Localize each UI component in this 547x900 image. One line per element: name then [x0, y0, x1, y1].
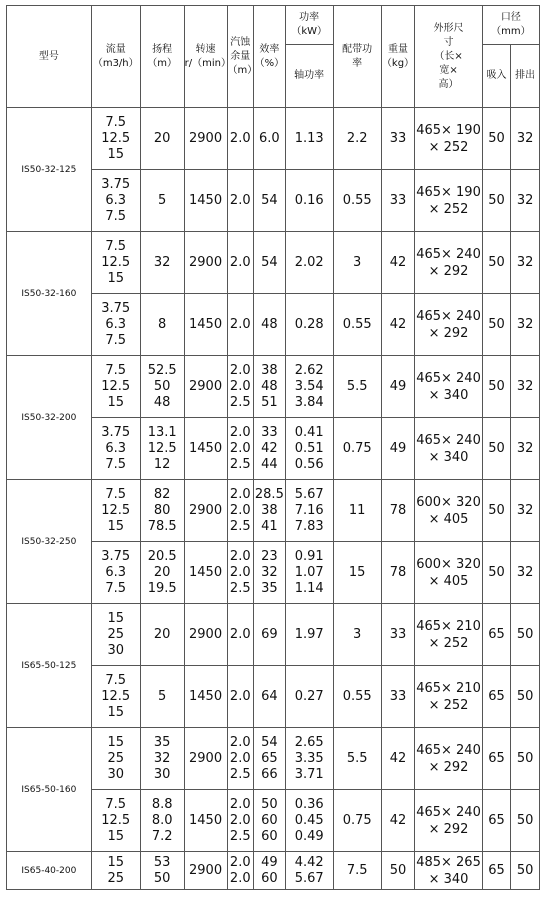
header-model: 型号	[7, 6, 92, 108]
speed-cell: 2900	[184, 728, 227, 790]
efficiency-cell: 64	[254, 666, 286, 728]
motor-power-cell: 0.75	[333, 790, 381, 852]
dimensions-cell: 465× 210 × 252	[415, 666, 482, 728]
flow-cell: 15 25 30	[91, 604, 140, 666]
efficiency-cell: 49 60	[254, 852, 286, 890]
weight-cell: 33	[381, 666, 415, 728]
npsh-cell: 2.0	[227, 108, 254, 170]
efficiency-cell: 69	[254, 604, 286, 666]
head-cell: 5	[140, 170, 184, 232]
speed-cell: 1450	[184, 542, 227, 604]
dimensions-cell: 465× 240 × 292	[415, 294, 482, 356]
efficiency-cell: 28.5 38 41	[254, 480, 286, 542]
npsh-cell: 2.0	[227, 666, 254, 728]
flow-cell: 3.75 6.3 7.5	[91, 542, 140, 604]
head-cell: 32	[140, 232, 184, 294]
model-cell: IS65-50-160	[7, 728, 92, 852]
discharge-cell: 50	[511, 852, 540, 890]
npsh-cell: 2.0	[227, 232, 254, 294]
model-cell: IS50-32-160	[7, 232, 92, 356]
suction-cell: 50	[482, 480, 511, 542]
suction-cell: 50	[482, 294, 511, 356]
table-row	[7, 604, 540, 666]
shaft-power-cell: 1.97	[285, 604, 333, 666]
flow-cell: 7.5 12.5 15	[91, 480, 140, 542]
head-cell: 20	[140, 108, 184, 170]
speed-cell: 2900	[184, 356, 227, 418]
model-cell: IS65-40-200	[7, 852, 92, 890]
shaft-power-cell: 0.91 1.07 1.14	[285, 542, 333, 604]
header-weight: 重量 （kg）	[381, 6, 415, 108]
motor-power-cell: 11	[333, 480, 381, 542]
efficiency-cell: 54	[254, 170, 286, 232]
suction-cell: 65	[482, 852, 511, 890]
dimensions-cell: 465× 240 × 292	[415, 728, 482, 790]
speed-cell: 2900	[184, 108, 227, 170]
suction-cell: 50	[482, 356, 511, 418]
suction-cell: 50	[482, 232, 511, 294]
discharge-cell: 32	[511, 542, 540, 604]
flow-cell: 3.75 6.3 7.5	[91, 418, 140, 480]
shaft-power-cell: 1.13	[285, 108, 333, 170]
table-row	[7, 728, 540, 790]
weight-cell: 42	[381, 790, 415, 852]
discharge-cell: 32	[511, 294, 540, 356]
discharge-cell: 32	[511, 418, 540, 480]
motor-power-cell: 3	[333, 604, 381, 666]
header-efficiency: 效率 （%）	[254, 6, 286, 108]
head-cell: 82 80 78.5	[140, 480, 184, 542]
flow-cell: 7.5 12.5 15	[91, 356, 140, 418]
speed-cell: 1450	[184, 418, 227, 480]
shaft-power-cell: 0.28	[285, 294, 333, 356]
head-cell: 52.5 50 48	[140, 356, 184, 418]
model-cell: IS50-32-200	[7, 356, 92, 480]
shaft-power-cell: 2.65 3.35 3.71	[285, 728, 333, 790]
motor-power-cell: 15	[333, 542, 381, 604]
head-cell: 13.1 12.5 12	[140, 418, 184, 480]
weight-cell: 78	[381, 542, 415, 604]
shaft-power-cell: 0.36 0.45 0.49	[285, 790, 333, 852]
head-cell: 8	[140, 294, 184, 356]
weight-cell: 49	[381, 418, 415, 480]
speed-cell: 1450	[184, 170, 227, 232]
efficiency-cell: 23 32 35	[254, 542, 286, 604]
suction-cell: 50	[482, 542, 511, 604]
head-cell: 5	[140, 666, 184, 728]
discharge-cell: 32	[511, 232, 540, 294]
weight-cell: 33	[381, 108, 415, 170]
suction-cell: 50	[482, 418, 511, 480]
dimensions-cell: 465× 190 × 252	[415, 170, 482, 232]
weight-cell: 42	[381, 294, 415, 356]
motor-power-cell: 5.5	[333, 728, 381, 790]
dimensions-cell: 600× 320 × 405	[415, 542, 482, 604]
dimensions-cell: 465× 190 × 252	[415, 108, 482, 170]
head-cell: 20.5 20 19.5	[140, 542, 184, 604]
header-shaft-power: 轴功率	[285, 45, 333, 108]
shaft-power-cell: 4.42 5.67	[285, 852, 333, 890]
speed-cell: 2900	[184, 232, 227, 294]
dimensions-cell: 465× 240 × 292	[415, 232, 482, 294]
motor-power-cell: 0.55	[333, 294, 381, 356]
efficiency-cell: 50 60 60	[254, 790, 286, 852]
speed-cell: 2900	[184, 852, 227, 890]
head-cell: 53 50	[140, 852, 184, 890]
header-motor-power: 配带功 率	[333, 6, 381, 108]
model-cell: IS65-50-125	[7, 604, 92, 728]
header-speed: 转速 r/（min）	[184, 6, 227, 108]
speed-cell: 1450	[184, 790, 227, 852]
dimensions-cell: 465× 210 × 252	[415, 604, 482, 666]
weight-cell: 50	[381, 852, 415, 890]
suction-cell: 65	[482, 790, 511, 852]
discharge-cell: 32	[511, 356, 540, 418]
weight-cell: 42	[381, 232, 415, 294]
weight-cell: 33	[381, 604, 415, 666]
motor-power-cell: 2.2	[333, 108, 381, 170]
shaft-power-cell: 2.62 3.54 3.84	[285, 356, 333, 418]
npsh-cell: 2.0	[227, 170, 254, 232]
npsh-cell: 2.0 2.0 2.5	[227, 728, 254, 790]
head-cell: 20	[140, 604, 184, 666]
suction-cell: 65	[482, 666, 511, 728]
efficiency-cell: 54	[254, 232, 286, 294]
table-row	[7, 232, 540, 294]
dimensions-cell: 465× 240 × 292	[415, 790, 482, 852]
dimensions-cell: 465× 240 × 340	[415, 418, 482, 480]
npsh-cell: 2.0 2.0	[227, 852, 254, 890]
header-dimensions: 外形尺 寸 （长× 宽× 高）	[415, 6, 482, 108]
discharge-cell: 50	[511, 604, 540, 666]
shaft-power-cell: 2.02	[285, 232, 333, 294]
npsh-cell: 2.0 2.0 2.5	[227, 542, 254, 604]
motor-power-cell: 0.75	[333, 418, 381, 480]
speed-cell: 2900	[184, 480, 227, 542]
shaft-power-cell: 0.27	[285, 666, 333, 728]
shaft-power-cell: 5.67 7.16 7.83	[285, 480, 333, 542]
discharge-cell: 50	[511, 666, 540, 728]
table-row	[7, 356, 540, 418]
weight-cell: 33	[381, 170, 415, 232]
npsh-cell: 2.0 2.0 2.5	[227, 480, 254, 542]
motor-power-cell: 0.55	[333, 170, 381, 232]
suction-cell: 65	[482, 604, 511, 666]
discharge-cell: 32	[511, 480, 540, 542]
speed-cell: 2900	[184, 604, 227, 666]
model-cell: IS50-32-125	[7, 108, 92, 232]
header-suction: 吸入	[482, 45, 511, 108]
flow-cell: 15 25	[91, 852, 140, 890]
model-cell: IS50-32-250	[7, 480, 92, 604]
efficiency-cell: 6.0	[254, 108, 286, 170]
discharge-cell: 32	[511, 170, 540, 232]
table-row	[7, 852, 540, 890]
npsh-cell: 2.0 2.0 2.5	[227, 418, 254, 480]
flow-cell: 7.5 12.5 15	[91, 790, 140, 852]
header-discharge: 排出	[511, 45, 540, 108]
suction-cell: 50	[482, 170, 511, 232]
suction-cell: 50	[482, 108, 511, 170]
header-flow: 流量 （m3/h）	[91, 6, 140, 108]
header-caliber: 口径 （mm）	[482, 6, 539, 45]
flow-cell: 3.75 6.3 7.5	[91, 170, 140, 232]
efficiency-cell: 33 42 44	[254, 418, 286, 480]
shaft-power-cell: 0.41 0.51 0.56	[285, 418, 333, 480]
dimensions-cell: 465× 240 × 340	[415, 356, 482, 418]
header-npsh: 汽蚀 余量 （m）	[227, 6, 254, 108]
efficiency-cell: 54 65 66	[254, 728, 286, 790]
discharge-cell: 32	[511, 108, 540, 170]
motor-power-cell: 7.5	[333, 852, 381, 890]
npsh-cell: 2.0 2.0 2.5	[227, 790, 254, 852]
flow-cell: 7.5 12.5 15	[91, 232, 140, 294]
flow-cell: 15 25 30	[91, 728, 140, 790]
header-head: 扬程 （m）	[140, 6, 184, 108]
dimensions-cell: 600× 320 × 405	[415, 480, 482, 542]
header-power: 功率 （kW）	[285, 6, 333, 45]
table-row	[7, 480, 540, 542]
flow-cell: 3.75 6.3 7.5	[91, 294, 140, 356]
discharge-cell: 50	[511, 728, 540, 790]
motor-power-cell: 3	[333, 232, 381, 294]
npsh-cell: 2.0	[227, 604, 254, 666]
speed-cell: 1450	[184, 294, 227, 356]
weight-cell: 49	[381, 356, 415, 418]
flow-cell: 7.5 12.5 15	[91, 666, 140, 728]
discharge-cell: 50	[511, 790, 540, 852]
motor-power-cell: 5.5	[333, 356, 381, 418]
shaft-power-cell: 0.16	[285, 170, 333, 232]
head-cell: 8.8 8.0 7.2	[140, 790, 184, 852]
weight-cell: 78	[381, 480, 415, 542]
speed-cell: 1450	[184, 666, 227, 728]
npsh-cell: 2.0 2.0 2.5	[227, 356, 254, 418]
weight-cell: 42	[381, 728, 415, 790]
npsh-cell: 2.0	[227, 294, 254, 356]
pump-spec-table	[6, 5, 540, 890]
flow-cell: 7.5 12.5 15	[91, 108, 140, 170]
table-row	[7, 108, 540, 170]
suction-cell: 65	[482, 728, 511, 790]
efficiency-cell: 48	[254, 294, 286, 356]
head-cell: 35 32 30	[140, 728, 184, 790]
dimensions-cell: 485× 265 × 340	[415, 852, 482, 890]
motor-power-cell: 0.55	[333, 666, 381, 728]
efficiency-cell: 38 48 51	[254, 356, 286, 418]
